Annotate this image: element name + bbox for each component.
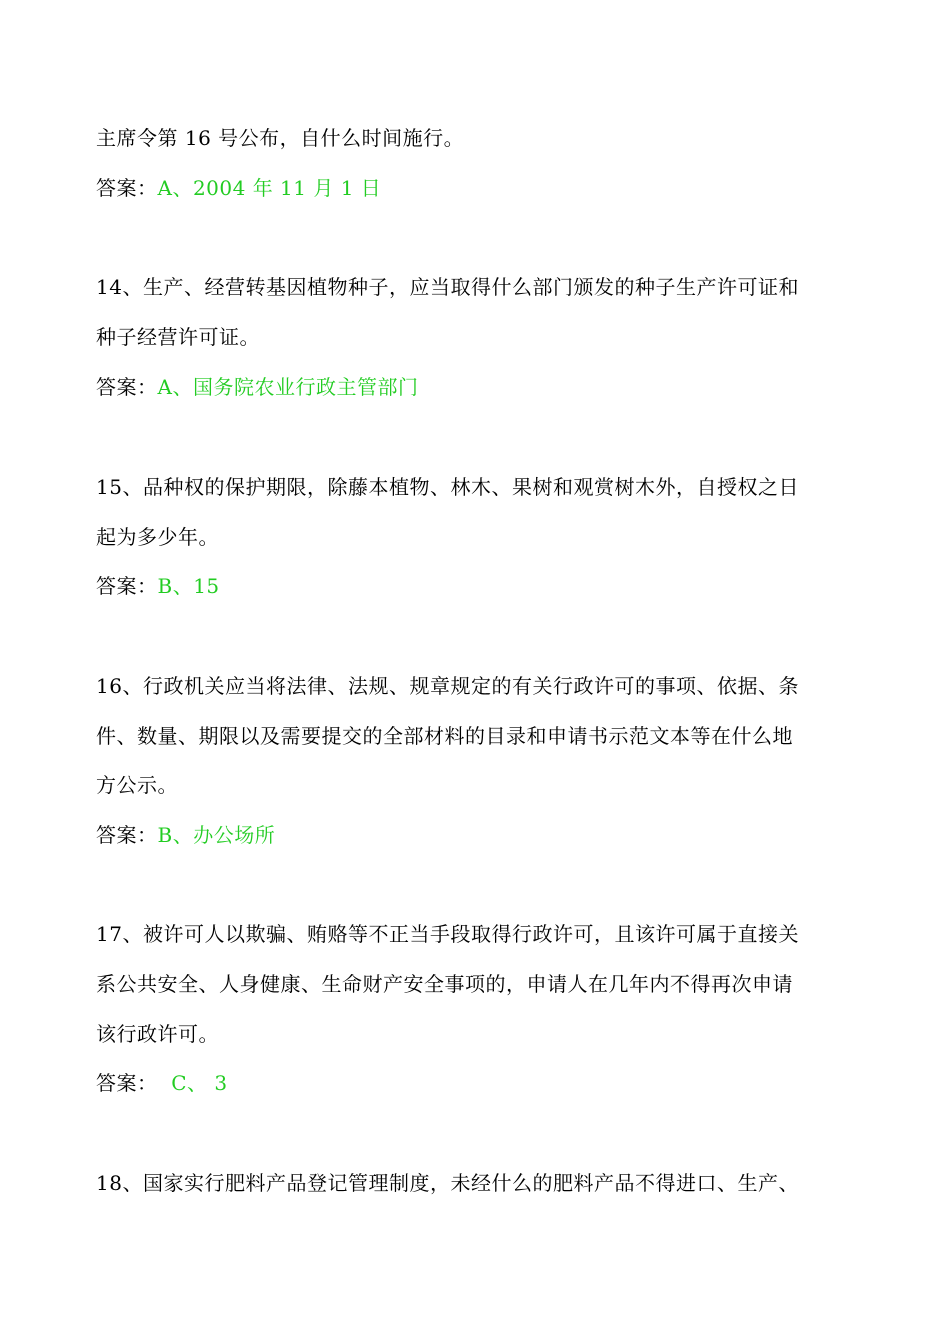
- answer-value: A、国务院农业行政主管部门: [157, 375, 419, 399]
- answer-value: C、 3: [157, 1071, 228, 1095]
- question-18-text-line-1: 18、国家实行肥料产品登记管理制度，未经什么的肥料产品不得进口、生产、: [96, 1171, 799, 1195]
- question-17-text-line-2: 系公共安全、人身健康、生命财产安全事项的，申请人在几年内不得再次申请: [96, 972, 793, 996]
- answer-label: 答案：: [96, 176, 158, 200]
- question-14-text-line-1: 14、生产、经营转基因植物种子，应当取得什么部门颁发的种子生产许可证和: [96, 275, 799, 299]
- question-15-answer: [96, 572, 220, 600]
- question-16-text-line-3: 方公示。: [96, 773, 178, 797]
- answer-value: B、办公场所: [157, 823, 276, 847]
- question-13-answer: [96, 174, 381, 202]
- answer-label: 答案：: [96, 375, 158, 399]
- answer-label: 答案：: [96, 823, 158, 847]
- question-15-text-line-2: 起为多少年。: [96, 525, 219, 549]
- question-14-answer: [96, 373, 418, 401]
- question-16-answer: [96, 821, 275, 849]
- answer-value: A、2004 年 11 月 1 日: [157, 176, 382, 200]
- question-17-answer: [96, 1069, 228, 1097]
- question-15-text-line-1: 15、品种权的保护期限，除藤本植物、林木、果树和观赏树木外，自授权之日: [96, 475, 799, 499]
- question-16-text-line-2: 件、数量、期限以及需要提交的全部材料的目录和申请书示范文本等在什么地: [96, 724, 793, 748]
- answer-label: 答案：: [96, 1071, 158, 1095]
- question-14-text-line-2: 种子经营许可证。: [96, 325, 260, 349]
- question-17-text-line-3: 该行政许可。: [96, 1022, 219, 1046]
- answer-value: B、15: [157, 574, 220, 598]
- question-16-text-line-1: 16、行政机关应当将法律、法规、规章规定的有关行政许可的事项、依据、条: [96, 674, 799, 698]
- question-13-text-line: 主席令第 16 号公布，自什么时间施行。: [96, 126, 465, 150]
- answer-label: 答案：: [96, 574, 158, 598]
- question-17-text-line-1: 17、被许可人以欺骗、贿赂等不正当手段取得行政许可，且该许可属于直接关: [96, 922, 799, 946]
